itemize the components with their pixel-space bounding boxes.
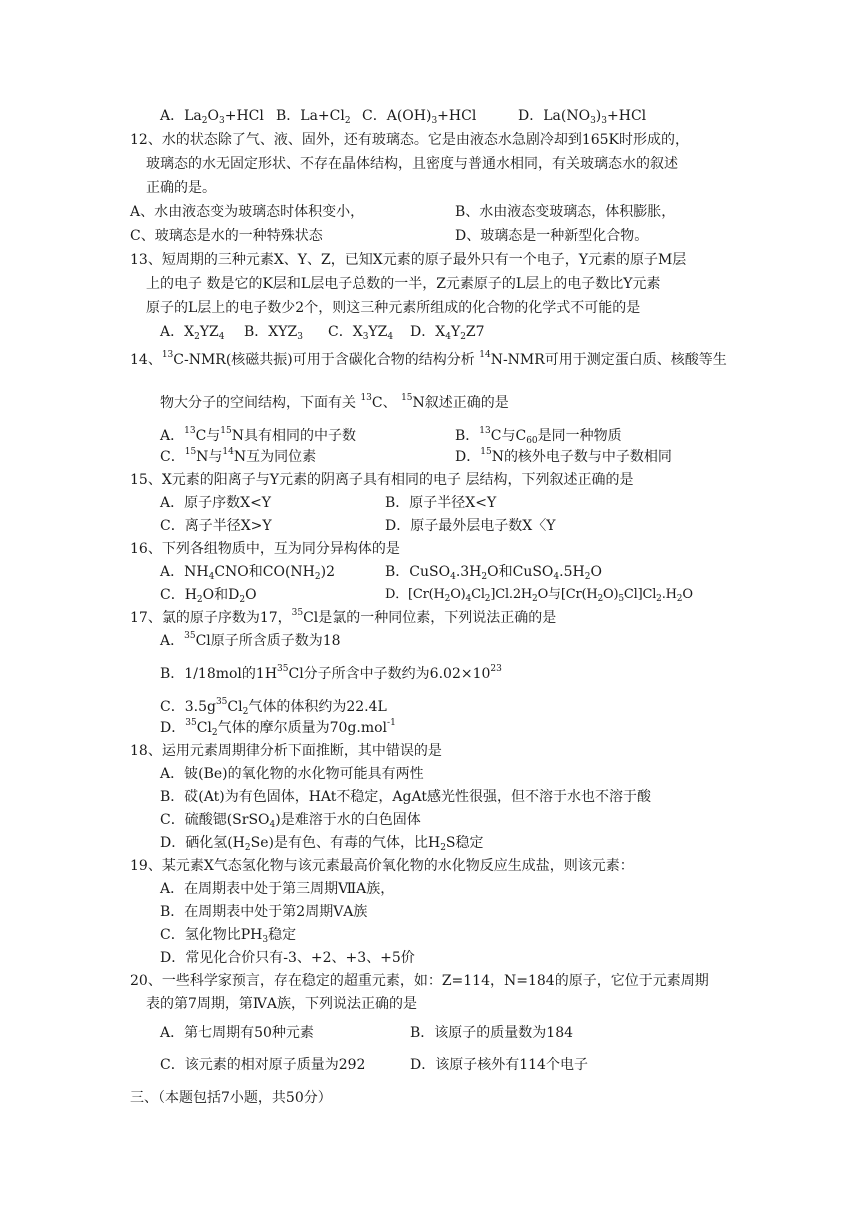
q16-option-d: D．$[Cr(H_2O)_4Cl_2]Cl.2H_2O$与$[Cr(H_2O)_5Cl]Cl_2.H_2O$ [385,587,693,604]
q17-option-b: B．1/18mol的$1H^{35}Cl$分子所含中子数约为$6.02\times 10^{23}$ [160,664,502,682]
q16-option-a: A．$NH_4CNO$和$CO(NH_2)2$ [160,564,335,582]
q19-option-b: B．在周期表中处于第2周期ⅤA族 [160,904,368,920]
q20-option-a: A．第七周期有50种元素 [160,1025,314,1041]
section-3-heading: 三、（本题包括7小题，共50分） [130,1090,332,1106]
q11-option-c: C．$A(OH)_3+HCl$ [362,108,477,126]
q17-stem: 17、氯的原子序数为17，$^{35}$Cl是氯的一种同位素，下列说法正确的是 [130,608,557,626]
q14-option-c: C．$^{15}$N与$^{14}$N互为同位素 [160,447,317,465]
q12-option-d: D、玻璃态是一种新型化合物。 [455,228,649,244]
q16-stem: 16、下列各组物质中，互为同分异构体的是 [130,541,400,557]
q11-options [160,106,264,126]
q12-stem-line2: 玻璃态的水无固定形状、不存在晶体结构，且密度与普通水相同，有关玻璃态水的叙述 [146,156,678,172]
q19-option-a: A．在周期表中处于第三周期ⅦA族， [160,881,395,897]
q13-stem-line2: 上的电子 数是它的K层和L层电子总数的一半，Z元素原子的L层上的电子数比Y元素 [146,276,661,292]
q20-stem-line2: 表的第7周期，第ⅣA族，下列说法正确的是 [146,996,418,1012]
q14-stem-line1: 14、$^{13}$C-NMR(核磁共振)可用于含碳化合物的结构分析 $^{14}$N-NMR可用于测定蛋白质、核酸等生 [130,350,727,368]
q14-option-a: A．$^{13}$C与$^{15}$N具有相同的中子数 [160,426,356,444]
q15-option-a: A．原子序数X<Y [160,495,272,511]
q20-option-c: C．该元素的相对原子质量为292 [160,1057,366,1073]
q13-option-d: D．$X_4Y_2Z7$ [410,324,485,342]
q15-stem: 15、X元素的阳离子与Y元素的阴离子具有相同的电子 层结构，下列叙述正确的是 [130,472,634,488]
q17-option-d: D．$^{35}Cl_2$气体的摩尔质量为70g.mol$^{-1}$ [160,718,396,738]
q18-stem: 18、运用元素周期律分析下面推断，其中错误的是 [130,743,442,759]
q15-option-d: D．原子最外层电子数X〈Y [385,518,556,534]
q14-stem-line2: 物大分子的空间结构，下面有关 $^{13}$C、 $^{15}$N叙述正确的是 [160,393,509,411]
q11-option-a: A．$La_2O_3+HCl$ [160,108,264,126]
q12-option-b: B、水由液态变玻璃态，体积膨胀， [455,204,676,220]
q20-option-d: D．该原子核外有114个电子 [410,1057,588,1073]
q17-option-c: C．$3.5g^{35}Cl_2$气体的体积约为22.4L [160,697,387,717]
q12-stem-line3: 正确的是。 [146,180,216,196]
q17-option-a: A．$^{35}$Cl原子所含质子数为18 [160,631,341,649]
q13-option-b: B．$XYZ_3$ [244,324,303,342]
q15-option-c: C．离子半径X>Y [160,518,272,534]
q12-stem-line1: 12、水的状态除了气、液、固外，还有玻璃态。它是由液态水急剧冷却到165K时形成的， [130,132,689,148]
q14-option-b: B．$^{13}$C与$C_{60}$是同一种物质 [455,426,622,446]
q19-option-c: C．氢化物比$PH_3$稳定 [160,927,297,945]
q18-option-a: A．铍(Be)的氧化物的水化物可能具有两性 [160,766,424,782]
q12-option-c: C、玻璃态是水的一种特殊状态 [130,228,323,244]
q13-option-a: A．$X_2YZ_4$ [160,324,225,342]
q19-option-d: D．常见化合价只有-3、+2、+3、+5价 [160,950,415,966]
q20-stem-line1: 20、一些科学家预言，存在稳定的超重元素，如：Z=114，N=184的原子，它位于元素周期 [130,973,709,989]
q13-option-c: C．$X_3YZ_4$ [328,324,394,342]
q16-option-c: C．$H_2O$和$D_2O$ [160,587,257,605]
q18-option-d: D．硒化氢$(H_2Se)$是有色、有毒的气体，比$H_2S$稳定 [160,835,484,853]
q12-option-a: A、水由液态变为玻璃态时体积变小， [130,204,365,220]
q18-option-c: C．硫酸锶(SrSO$_4$)是难溶于水的白色固体 [160,812,421,830]
q11-option-b: B．$La+Cl_2$ [276,108,351,126]
q15-option-b: B．原子半径X<Y [385,495,497,511]
q20-option-b: B．该原子的质量数为184 [410,1025,574,1041]
q13-stem-line1: 13、短周期的三种元素X、Y、Z，已知X元素的原子最外只有一个电子，Y元素的原子M层 [130,252,687,268]
q11-option-d: D．$La(NO_3)_3+HCl$ [518,108,647,126]
q19-stem: 19、某元素X气态氢化物与该元素最高价氧化物的水化物反应生成盐，则该元素： [130,858,634,874]
q16-option-b: B．$CuSO_4.3H_2O$和$CuSO_4.5H_2O$ [385,564,602,582]
q14-option-d: D．$^{15}$N的核外电子数与中子数相同 [455,447,672,465]
q18-option-b: B．砹(At)为有色固体，HAt不稳定，AgAt感光性很强，但不溶于水也不溶于酸 [160,789,651,805]
q13-stem-line3: 原子的L层上的电子数少2个，则这三种元素所组成的化合物的化学式不可能的是 [146,300,641,316]
